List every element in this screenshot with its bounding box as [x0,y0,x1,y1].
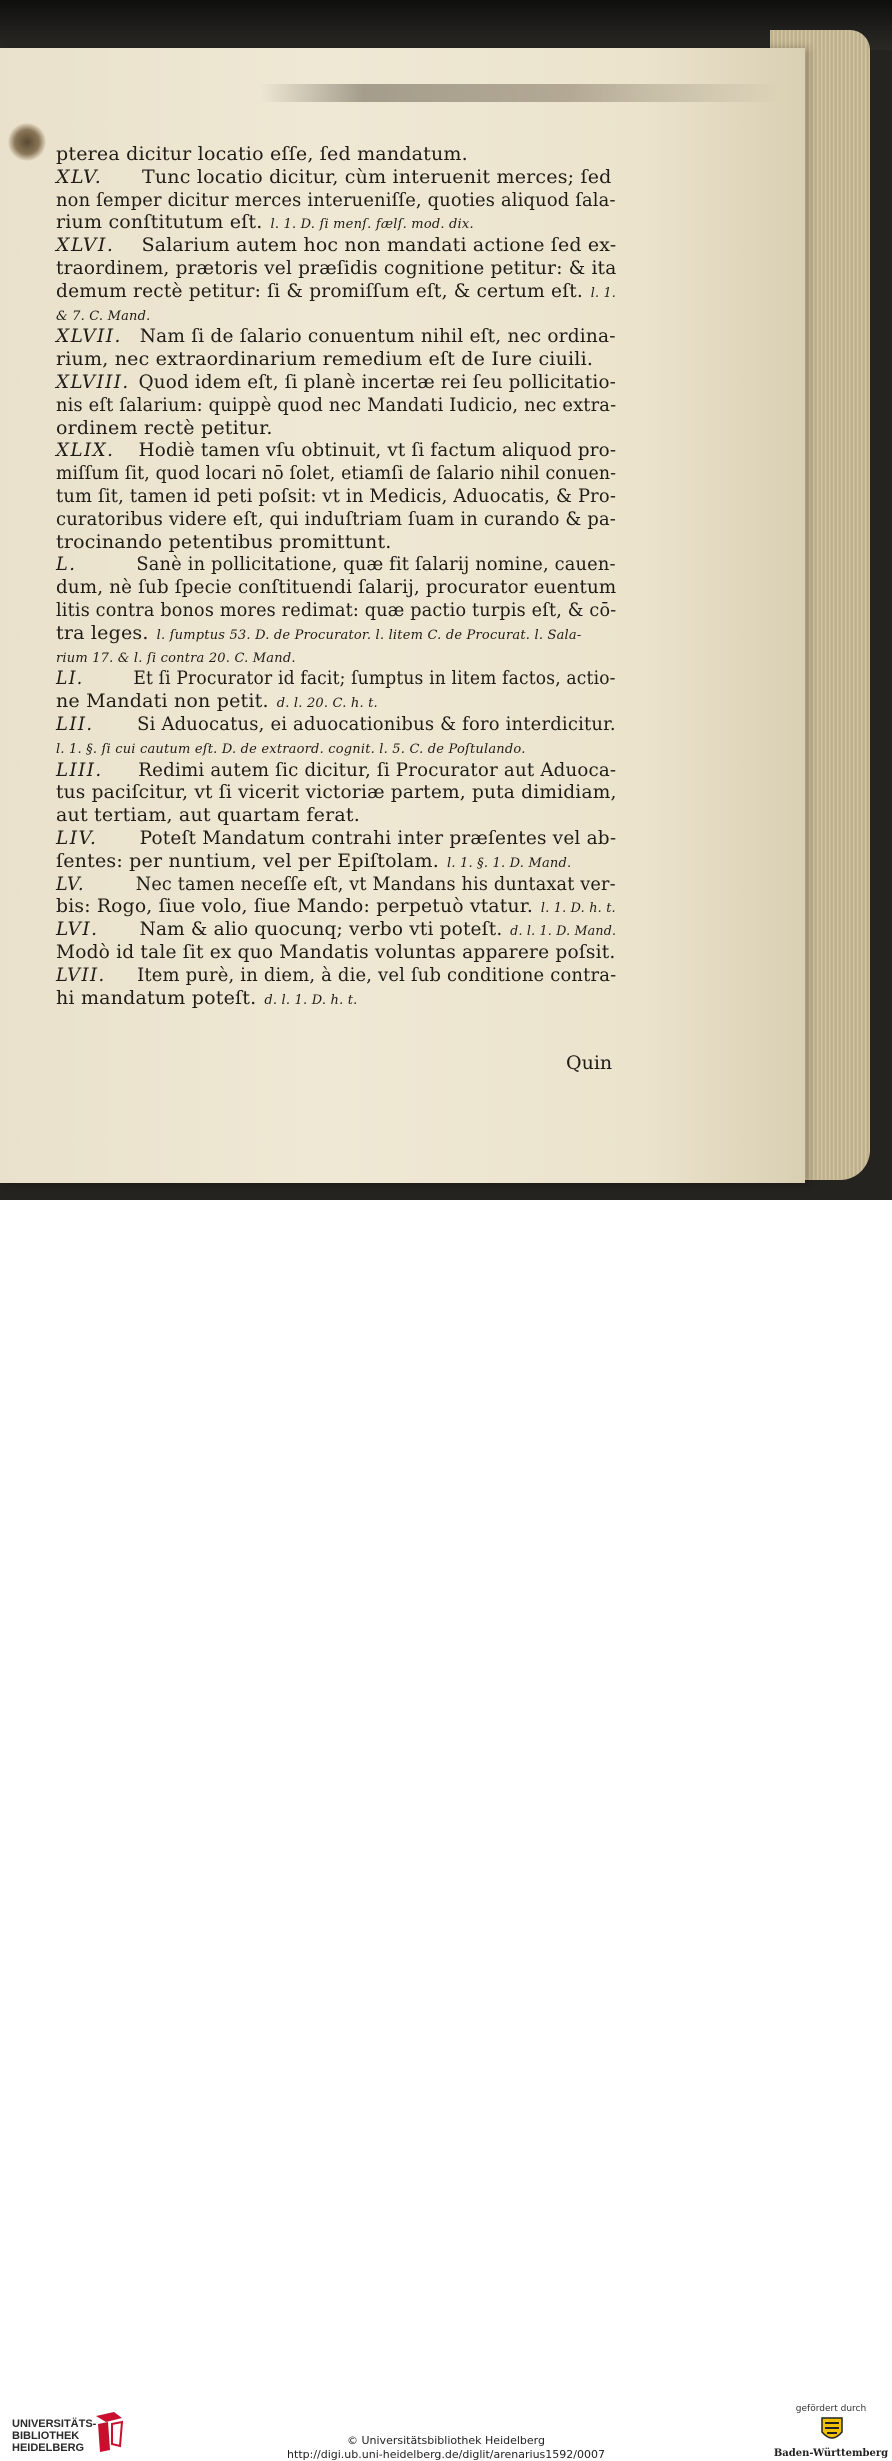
line-text: Tunc locatio dicitur, cùm interuenit merces; ſed [142,165,612,188]
line-text: dum, nè ſub ſpecie conſtituendi ſalarij, procurator euentum [56,576,617,599]
line-text: curatoribus videre eſt, qui induſtriam ſuam in curando & pa- [56,507,617,530]
legal-citation: d. l. 1. D. h. t. [264,992,358,1008]
legal-citation: l. 1. §. 1. D. Mand. [446,855,572,871]
line-text: tum ſit, tamen id peti poſsit: vt in Medicis, Aduocatis, & Pro- [56,485,617,507]
line-text: Quod idem eſt, ſi planè incertæ rei ſeu pollicitatio- [138,371,616,393]
text-line [56,371,616,393]
line-text: nis eſt ſalarium: quippè quod nec Mandati Iudicio, nec extra- [56,393,617,416]
text-line [56,736,526,761]
line-text: aut tertiam, aut quartam ferat. [56,804,360,827]
text-line [56,918,616,943]
line-text: pterea dicitur locatio eſſe, ſed mandatum. [56,143,468,165]
line-text: ordinem rectè petitur. [56,416,273,439]
legal-citation: l. 1. §. ſi cui cautum eſt. D. de extraord. cognit. l. 5. C. de Poſtulando. [56,741,526,757]
line-text: rium, nec extraordinarium remedium eſt de Iure ciuili. [56,348,594,371]
line-text: demum rectè petitur: ſi & promiſſum eſt, & certum eſt. [56,279,583,302]
paragraph-number: LII. [56,713,94,735]
line-text: ſentes: per nuntium, vel per Epiſtolam. [56,849,439,872]
text-line [56,667,616,689]
text-line [56,166,612,188]
line-text: trocinando petentibus promittunt. [56,530,392,553]
paragraph-number: LV. [56,872,86,895]
line-text: Nec tamen neceſſe eſt, vt Mandans his duntaxat ver- [135,872,616,895]
text-line [56,895,616,920]
paragraph-number: LVII. [56,963,106,986]
funded-by-label: gefördert durch [795,2404,867,2414]
paragraph-number: XLV. [56,165,103,188]
catchword: Quin [566,1052,613,1074]
text-line [56,941,616,963]
coat-of-arms-icon [812,2416,852,2444]
line-text: Sanè in pollicitatione, quæ fit ſalarij nomine, cauen- [136,553,616,576]
text-line [56,462,616,484]
book-page [0,48,805,1183]
line-text: hi mandatum poteſt. [56,986,257,1009]
text-line [56,303,150,328]
paragraph-number: L. [56,553,77,576]
text-line [56,804,360,826]
text-line [56,553,616,575]
text-line [56,348,593,370]
line-text: Nam & alio quocunq; verbo vti poteſt. [139,918,503,941]
line-text: tra leges. [56,621,149,644]
text-line [56,873,616,895]
legal-citation: l. 1. [590,285,617,301]
line-text: non ſemper dicitur merces interueniſſe, quoties aliquod ſala- [56,188,616,211]
paragraph-number: LIII. [56,758,103,781]
line-text: ne Mandati non petit. [56,690,269,713]
paragraph-number: XLVIII. [56,371,130,393]
page-text [0,48,805,1183]
line-text: Si Aduocatus, ei aduocationibus & foro interdicitur. [137,713,616,735]
text-line [56,485,616,507]
text-line [56,690,378,715]
text-line [56,759,616,781]
legal-citation: rium 17. & l. ſi contra 20. C. Mand. [56,650,296,666]
text-line [56,394,616,416]
text-line [56,576,616,598]
legal-citation: l. 1. D. ſi menſ. fælſ. mod. dix. [270,217,474,233]
line-text: bis: Rogo, ſiue volo, ſiue Mando: perpetuò vtatur. [56,895,534,918]
text-line [56,645,296,670]
library-logo-text: UNIVERSITÄTS- BIBLIOTHEK HEIDELBERG [12,2418,97,2454]
legal-citation: & 7. C. Mand. [56,308,151,324]
text-line [56,622,581,647]
line-text: litis contra bonos mores redimat: quæ pactio turpis eſt, & cō- [56,599,617,621]
line-text: traordinem, prætoris vel præſidis cognitione petitur: & ita [56,257,617,279]
line-text: Et ſi Procurator id facit; ſumptus in litem factos, actio- [133,667,616,690]
binding-shadow [0,0,892,50]
text-line [56,211,474,236]
scan-image [0,0,892,1200]
line-text: tus paciſcitur, vt ſi vicerit victoriæ partem, puta dimidiam, [56,781,617,804]
viewer-footer [0,1200,892,2461]
line-text: Modò id tale ſit ex quo Mandatis voluntas apparere poſsit. [56,941,616,963]
legal-citation: d. l. 1. D. Mand. [510,924,617,940]
text-line [56,599,616,621]
paragraph-number: XLIX. [56,439,115,462]
legal-citation: l. ſumptus 53. D. de Procurator. l. litem C. de Procurat. l. Sala- [156,627,582,643]
legal-citation: d. l. 20. C. h. t. [276,696,378,712]
paragraph-number: XLVI. [56,234,115,257]
funder-name: Baden-Württemberg [773,2448,889,2459]
text-line [56,987,358,1012]
legal-citation: l. 1. D. h. t. [540,901,616,917]
line-text: Item purè, in diem, à die, vel ſub conditione contra- [137,963,617,986]
line-text: Poteſt Mandatum contrahi inter præſentes vel ab- [139,827,617,849]
text-line [56,417,273,439]
line-text: miſſum ſit, quod locari nō ſolet, etiamſi de ſalario nihil conuen- [56,462,617,485]
permalink[interactable]: http://digi.ub.uni-heidelberg.de/diglit/arenarius1592/0007 [287,2448,605,2461]
text-line [56,713,616,735]
text-line [56,143,468,165]
paragraph-number: LIV. [56,827,98,849]
paragraph-number: XLVII. [56,325,122,348]
text-line [56,234,616,256]
text-line [56,827,616,849]
paragraph-number: LI. [56,667,84,690]
copyright-notice: © Universitätsbibliothek Heidelberg [346,2434,545,2447]
text-line [56,964,616,986]
text-line [56,850,571,875]
paragraph-number: LVI. [56,918,99,941]
text-line [56,781,617,803]
text-line [56,531,392,553]
line-text: Nam ſi de ſalario conuentum nihil eſt, nec ordina- [139,325,616,348]
text-line [56,439,616,461]
text-line [56,508,616,530]
line-text: Salarium autem hoc non mandati actione ſed ex- [141,234,617,257]
line-text: rium conſtitutum eſt. [56,211,263,234]
text-line [56,280,616,305]
line-text: Hodiè tamen vſu obtinuit, vt ſi factum aliquod pro- [138,439,617,462]
text-line [56,189,616,211]
text-line [56,257,616,279]
line-text: Redimi autem ſic dicitur, ſi Procurator aut Aduoca- [138,758,617,781]
text-line [56,325,616,347]
